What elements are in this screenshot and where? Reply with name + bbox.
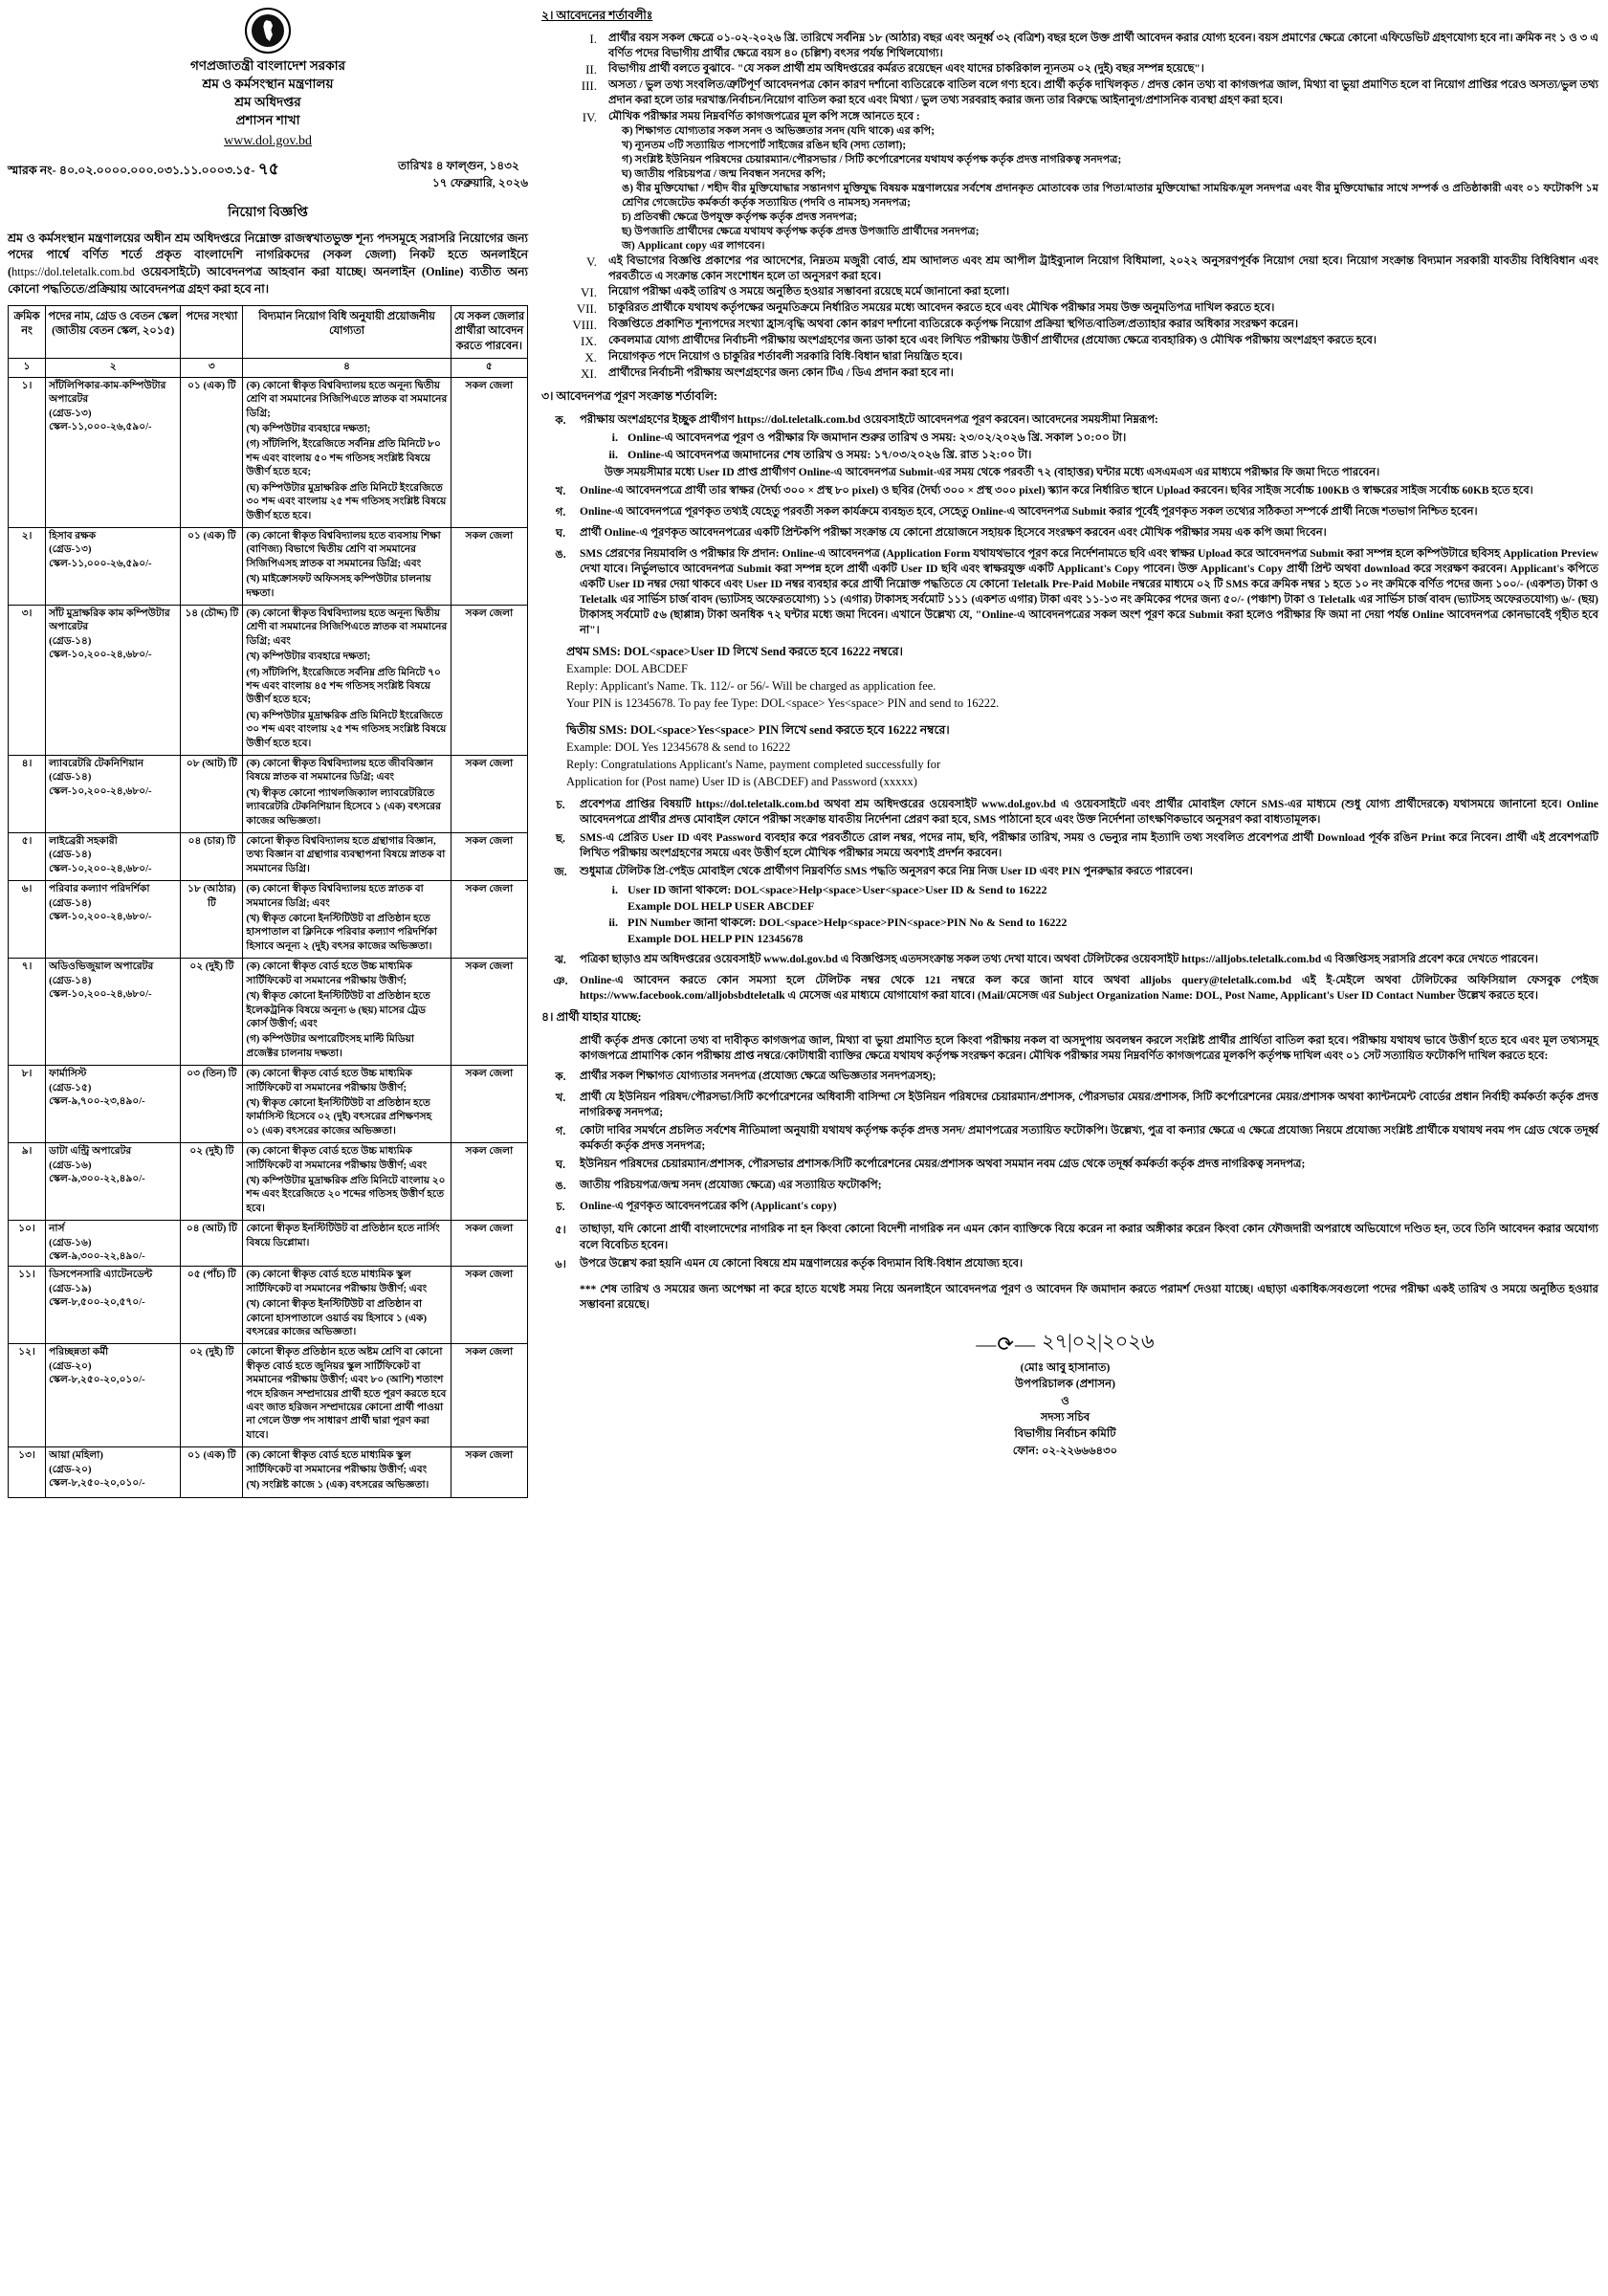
cell-serial: ৭। (9, 959, 46, 1066)
application-fill-heading: ৩। আবেদনপত্র পূরণ সংক্রান্ত শর্তাবলি: (541, 389, 717, 404)
cell-qualification: (ক) কোনো স্বীকৃত বিশ্ববিদ্যালয় হতে জীববিজ্ঞান বিষয়ে স্নাতক বা সমমানের ডিগ্রি; এবং (খ) স্বীকৃত কোনো প্যাথলজিক্যাল ল্যাবরেটরিতে ল্যাবরেটরি টেকনিশিয়ান হিসেবে ১ (এক) বৎসরের কাজের অভিজ্ঞতা। (243, 756, 451, 833)
table-row (9, 833, 528, 881)
intro-part1: শ্রম ও কর্মসংস্থান মন্ত্রণালয়ের অধীন শ্রম অধিদপ্তরে নিম্নোক্ত রাজস্বখাতভুক্ত শূন্য পদসমূহে সরাসরি নিয়োগের জন্য পদের পার্শ্বে বর্ণিত শর্তে প্রকৃত বাংলাদেশি নাগরিকদের (সকল জেলা) নিকট হতে অনলাইনে ( (8, 231, 528, 279)
additional-instruction-item (541, 830, 1598, 861)
eligibility-document-text: কোটা দাবির সমর্থনে প্রচলিত সর্বশেষ নীতিমালা অনুযায়ী যথাযথ কর্তৃপক্ষ কর্তৃক প্রদত্ত সনদ/ প্রমাণপত্রের সত্যায়িত ফটোকপি। উল্লেখ্য, পুত্র বা কন্যার ক্ষেত্রে এ ক্ষেত্রে প্রযোজ্য নিয়মে প্রযোজ্য সংশ্লিষ্ট প্রার্থীকে যথাযথ নবম পদ গ্রেড থেকে তদূর্ধ্ব কর্মকর্তা কর্তৃক প্রদত্ত সনদপত্র; (580, 1125, 1598, 1153)
condition-item (541, 334, 1598, 349)
condition-text: এই বিভাগের বিজ্ঞপ্তি প্রকাশের পর আদেশের, নিম্নতম মজুরী বোর্ড, শ্রম আদালত এবং শ্রম আপীল ট্রাইব্যুনাল নিয়োগ বিধিমালা, ২০২২ অনুসরণপূর্বক নিয়োগ দেয়া হবে। নিয়োগ সংক্রান্ত বিদ্যমান সরকারী যাবতীয় বিধিবিধান এবং পরবর্তীতে এ সংক্রান্ত কোন সংশোধন হলে তা অনুসরণ করা হবে। (608, 255, 1598, 282)
final-note-text: তাছাড়া, যদি কোনো প্রার্থী বাংলাদেশের নাগরিক না হন কিংবা কোনো বিদেশী নাগরিক নন এমন কোন ব্যাক্তিকে বিয়ে করেন না করার অঙ্গীকার করেন কিংবা কোন ফৌজদারী অপরাধে অভিযোগে দণ্ডিত হন, তবে তিনি আবেদন করার অযোগ্য বলে বিবেচিত হবেন। (580, 1224, 1598, 1251)
cell-count: ০১ (এক) টি (181, 1447, 243, 1497)
sms-first-reply-line1: Reply: Applicant's Name. Tk. 112/- or 56/- Will be charged as application fee. (566, 679, 936, 694)
department-website-link[interactable]: www.dol.gov.bd (224, 133, 312, 148)
cell-district: সকল জেলা (451, 881, 527, 959)
condition-item (541, 254, 1598, 284)
cell-serial: ২। (9, 527, 46, 605)
colnum-4: ৪ (243, 359, 451, 377)
cell-serial: ১৩। (9, 1447, 46, 1497)
additional-instruction-subtext: PIN Number জানা থাকলে: DOL<space>Help<space>PIN<space>PIN No & Send to 16222 Example DOL HELP PIN 12345678 (628, 915, 1598, 947)
application-fill-subtext: Online-এ আবেদনপত্র জমাদানের শেষ তারিখ ও সময়: ১৭/০৩/২০২৬ খ্রি. রাত ১২:০০ টা। (628, 447, 1032, 461)
application-fill-label: ঘ. (555, 526, 566, 540)
signatory-and: ও (1061, 1394, 1069, 1407)
application-fill-subtext: Online-এ আবেদনপত্র পূরণ ও পরীক্ষার ফি জমাদান শুরুর তারিখ ও সময়: ২৩/০২/২০২৬ খ্রি. সকাল ১০:০০ টা। (628, 430, 1127, 445)
additional-instruction-subitem (580, 915, 1598, 947)
cell-district: সকল জেলা (451, 756, 527, 833)
condition-text: অসত্য / ভুল তথ্য সংবলিত/ত্রুটিপূর্ণ আবেদনপত্র কোন কারণ দর্শানো ব্যতিরেকে বাতিল বলে গণ্য হবে। প্রার্থী কর্তৃক দাখিলকৃত / প্রদত্ত কোন তথ্য বা কাগজপত্র জাল, মিথ্যা বা ভুয়া প্রমাণিত হলে বা নিয়োগ প্রাপ্তির পরেও অসত্য/ভুল তথ্য প্রদান করা হলে তার দরখাস্ত/নির্বাচন/নিয়োগ বাতিল করা হবে এবং মিথ্যা / ভুল তথ্য সরবরাহ করার জন্য তার বিরুদ্ধে আইনানুগ/প্রশাসনিক ব্যবস্থা গ্রহণ করা হবে। (608, 79, 1598, 106)
condition-item (541, 110, 1598, 254)
application-fill-label: গ. (555, 505, 566, 519)
eligibility-document-label: খ. (555, 1092, 566, 1105)
additional-instruction-subnum: i. (611, 882, 618, 896)
eligibility-intro: প্রার্থী কর্তৃক প্রদত্ত কোনো তথ্য বা দাবীকৃত কাগজপত্র জাল, মিথ্যা বা ভুয়া প্রমাণিত হলে কিংবা পরীক্ষায় নকল বা অসদুপায় অবলম্বন করলে সংশ্লিষ্ট প্রার্থীর প্রার্থিতা বাতিল করা হবে। পরীক্ষায় যথাযথ ভাবে উত্তীর্ণ হতে হবে এবং মূল তথ্যসমূহ কাগজপত্রে প্রামাণিক কোন পরীক্ষায় প্রাপ্ত নম্বরে/কোটাধারী ব্যাক্তির ক্ষেত্রে যথাযথ কর্তৃপক্ষ সংরক্ষণ করেন। মৌখিক পরীক্ষার সময় নিম্নবর্ণিত কাগজপত্রের মূলকপি কর্তৃপক্ষ দাখিল এবং ০১ সেট সত্যায়িত ফটোকপি দাখিল করতে হবে: (580, 1034, 1598, 1062)
condition-item (541, 78, 1598, 108)
additional-instruction-subnum: ii. (608, 915, 618, 929)
condition-text: নিয়োগকৃত পদে নিয়োগ ও চাকুরির শর্তাবলী সরকারি বিধি-বিধান দ্বারা নিয়ন্ত্রিত হবে। (608, 351, 963, 364)
additional-instruction-text: শুধুমাত্র টেলিটক প্রি-পেইড মোবাইল থেকে প্রার্থীগণ নিম্নবর্ণিত SMS পদ্ধতি অনুসরণ করে নিম্ন নিজ User ID এবং PIN পুনরুদ্ধার করতে পারবেন। i. User ID জানা থাকলে: DOL<space>Help<space>User<space>User ID & Send to 16222 Example DOL HELP USER ABCDEF ii. PIN Number জানা থাকলে: DOL<space>Help<space>PIN<space>PIN No & Send to 16222 Example DOL HELP PIN 12345678 (580, 864, 1598, 948)
table-row (9, 881, 528, 959)
condition-subitem: ক) শিক্ষাগত যোগ্যতার সকল সনদ ও অভিজ্ঞতার সনদ (যদি থাকে) এর কপি; (622, 125, 935, 138)
additional-instruction-item (541, 797, 1598, 828)
application-fill-note: উক্ত সময়সীমার মধ্যে User ID প্রাপ্ত প্রার্থীগণ Online-এ আবেদনপত্র Submit-এর সময় থেকে পরবর্তী ৭২ (বাহাত্তর) ঘন্টার মধ্যে এসএমএস এর মাধ্যমে পরীক্ষার ফি জমা দিতে পারবেন। (605, 466, 1380, 478)
final-note-label: ৫। (555, 1224, 566, 1237)
eligibility-document-text: ইউনিয়ন পরিষদের চেয়ারম্যান/প্রশাসক, পৌরসভার প্রশাসক/সিটি কর্পোরেশনের মেয়র/প্রশাসক অথবা সমমান নবম গ্রেড থেকে তদূর্ধ্ব কর্মকর্তা কর্তৃক প্রদত্ত নাগরিকত্ব সনদপত্র; (580, 1159, 1306, 1171)
cell-serial: ৮। (9, 1066, 46, 1143)
cell-post: ফার্মাসিস্ট (গ্রেড-১৫) স্কেল-৯,৭০০-২৩,৪৯০/- (46, 1066, 181, 1143)
cell-post: অডিওভিজুয়াল অপারেটর (গ্রেড-১৪) স্কেল-১০,২০০-২৪,৬৮০/- (46, 959, 181, 1066)
cell-post: হিসাব রক্ষক (গ্রেড-১৩) স্কেল-১১,০০০-২৬,৫৯০/- (46, 527, 181, 605)
eligibility-document-item (541, 1178, 1598, 1196)
cell-district: সকল জেলা (451, 1267, 527, 1344)
cell-district: সকল জেলা (451, 1066, 527, 1143)
right-column (536, 0, 1608, 2296)
colnum-1: ১ (9, 359, 46, 377)
eligibility-document-item (541, 1090, 1598, 1120)
colnum-5: ৫ (451, 359, 527, 377)
condition-number: I. (589, 32, 597, 46)
th-post-count: পদের সংখ্যা (181, 305, 243, 359)
table-column-number-row (9, 359, 528, 377)
application-fill-text: SMS প্রেরণের নিয়মাবলি ও পরীক্ষার ফি প্রদান: Online-এ আবেদনপত্র (Application Form যথাযথভাবে পূরণ করে নির্দেশনামতে ছবি এবং স্বাক্ষর Upload করে আবেদনপত্র Submit করা সম্পন্ন হলে কম্পিউটারে ছবিসহ Application Preview দেখা যাবে। নির্ভুলভাবে আবেদনপত্র Submit করা সম্পন্ন হলে প্রার্থী একটি User ID ছবি এবং স্বাক্ষরযুক্ত একটি Applicant's Copy পাবেন। উক্ত Applicant's Copy প্রার্থী প্রিন্ট অথবা download করে সংরক্ষণ করবেন। Applicant's কপিতে একটি User ID নম্বর দেয়া থাকবে এবং User ID নম্বর ব্যবহার করে প্রার্থী নিম্নোক্ত পদ্ধতিতে যে কোনো Teletalk Pre-Paid Mobile নম্বরের মাধ্যমে ০২ টি SMS করে ক্রমিক নম্বর ১ হতে ১০ নং ক্রমিকে বর্ণিত পদের জন্য ১০০/- (একশত) টাকা ও Teletalk এর সার্ভিস চার্জ বাবদ (ভ্যাটসহ অফেরতযোগ্য) ১১ (এগার) টাকাসহ সর্বমোট ১১১ (একশত এগার) টাকা এবং ১১-১৩ নং ক্রমিকের পদের জন্য ৫০/- (পঞ্চাশ) টাকা ও Teletalk এর সার্ভিস চার্জ বাবদ (ভ্যাটসহ অফেরতযোগ্য) ৬/- (ছয়) টাকাসহ সর্বমোট ৫৬ (ছাপ্পান্ন) টাকা অনধিক ৭২ ঘন্টার মধ্যে জমা দিবেন। এখানে উল্লেখ্য যে, "Online-এ আবেদনপত্রের সকল অংশ পূরণ করে Submit করা হলেও পরীক্ষার ফি জমা না দেয়া পর্যন্ত Online আবেদনপত্র কোনভাবেই গৃহীত হবে না"। (580, 547, 1598, 637)
condition-subitem: জ) Applicant copy এর লাগবেন। (622, 240, 765, 253)
condition-text: প্রার্থীদের নির্বাচনী পরীক্ষায় অংশগ্রহণের জন্য কোন টিএ / ডিএ প্রদান করা হবে না। (608, 367, 954, 380)
cell-serial: ১১। (9, 1267, 46, 1344)
additional-instruction-label: ছ. (556, 832, 565, 846)
sms-first-reply-line2: Your PIN is 12345678. To pay fee Type: DOL<space> Yes<space> PIN and send to 16222. (566, 696, 1000, 711)
conditions-heading: ২। আবেদনের শর্তাবলীঃ (541, 9, 653, 22)
sms-second-label: দ্বিতীয় SMS: DOL<space>Yes<space> PIN লিখে send করতে হবে 16222 নম্বরে। (566, 723, 950, 738)
cell-qualification: (ক) কোনো স্বীকৃত বিশ্ববিদ্যালয় হতে ব্যবসায় শিক্ষা (বাণিজ্য) বিভাগে দ্বিতীয় শ্রেণি বা সমমানের সিজিপিএসহ স্নাতক বা সমমানের ডিগ্রি; এবং (খ) মাইক্রোসফট অফিসসহ কম্পিউটার চালনায় দক্ষতা। (243, 527, 451, 605)
colnum-2: ২ (46, 359, 181, 377)
application-fill-text: Online-এ আবেদনপত্রে পূরণকৃত তথ্যই যেহেতু পরবর্তী সকল কার্যক্রমে ব্যবহৃত হবে, সেহেতু Online-এ আবেদনপত্র Submit করার পূর্বেই পূরণকৃত সকল তথ্যের সঠিকতা সম্পর্কে প্রার্থী নিজে শতভাগ নিশ্চিত হবেন। (580, 505, 1478, 518)
final-note-label: ৬। (555, 1257, 566, 1270)
application-fill-label: ক. (555, 414, 566, 428)
cell-serial: ৩। (9, 605, 46, 755)
application-fill-subitem (580, 447, 1598, 463)
signatory-designation: উপপরিচালক (প্রশাসন) (1015, 1378, 1115, 1391)
date-block (398, 157, 528, 191)
sms-instructions-block (566, 644, 1598, 791)
sms-first-example: Example: DOL ABCDEF (566, 662, 688, 676)
page-title: নিয়োগ বিজ্ঞপ্তি (228, 205, 308, 220)
cell-qualification: কোনো স্বীকৃত বিশ্ববিদ্যালয় হতে গ্রন্থাগার বিজ্ঞান, তথ্য বিজ্ঞান বা গ্রন্থাগার ব্যবস্থাপনা বিষয়ে স্নাতক বা সমমানের ডিগ্রি। (243, 833, 451, 881)
cell-post: ডিসপেনসারি এ্যাটেনডেন্ট (গ্রেড-১৯) স্কেল-৮,৫০০-২০,৫৭০/- (46, 1267, 181, 1344)
th-qualification: বিদ্যমান নিয়োগ বিধি অনুযায়ী প্রয়োজনীয় যোগ্যতা (243, 305, 451, 359)
condition-number: IX. (581, 334, 597, 349)
table-row (9, 1447, 528, 1497)
eligibility-document-label: ঘ. (555, 1159, 566, 1172)
th-district: যে সকল জেলার প্রার্থীরা আবেদন করতে পারবেন। (451, 305, 527, 359)
memo-number-label: স্মারক নং- ৪০.০২.০০০০.০০০.০৩১.১১.০০০৩.১৫- (8, 163, 255, 177)
additional-instruction-subexample: Example DOL HELP USER ABCDEF (628, 898, 815, 913)
application-fill-subnum: ii. (608, 447, 618, 461)
cell-count: ০২ (দুই) টি (181, 1143, 243, 1221)
cell-district: সকল জেলা (451, 959, 527, 1066)
table-row (9, 756, 528, 833)
cell-count: ০৫ (পাঁচ) টি (181, 1267, 243, 1344)
cell-qualification: (ক) কোনো স্বীকৃত বোর্ড হতে মাধ্যমিক স্কুল সার্টিফিকেট বা সমমানের পরীক্ষায় উত্তীর্ণ; এবং (খ) কোনো স্বীকৃত ইনস্টিটিউট বা প্রতিষ্ঠান বা কোনো হাসপাতালে ওয়ার্ড বয় হিসাবে ১ (এক) বৎসরের কাজের অভিজ্ঞতা। (243, 1267, 451, 1344)
ministry-name: শ্রম ও কর্মসংস্থান মন্ত্রণালয় (202, 77, 334, 92)
additional-instruction-item (541, 952, 1598, 970)
additional-instruction-subitems (580, 882, 1598, 947)
table-row (9, 1143, 528, 1221)
additional-instruction-subitem (580, 882, 1598, 915)
additional-instruction-item (541, 973, 1598, 1004)
th-serial: ক্রমিক নং (9, 305, 46, 359)
condition-subitem: খ) ন্যূনতম ৩টি সত্যায়িত পাসপোর্ট সাইজের রঙিন ছবি (সদ্য তোলা); (622, 140, 907, 152)
sms-second-example: Example: DOL Yes 12345678 & send to 16222 (566, 740, 791, 755)
memo-number-handwritten: ৭৫ (257, 159, 279, 178)
condition-item (541, 366, 1598, 382)
application-fill-item (541, 546, 1598, 639)
eligibility-document-text: প্রার্থীর সকল শিক্ষাগত যোগ্যতার সনদপত্র (প্রযোজ্য ক্ষেত্রে অভিজ্ঞতার সনদপত্রসহ); (580, 1071, 936, 1083)
final-note-text: উপরে উল্লেখ করা হয়নি এমন যে কোনো বিষয়ে শ্রম মন্ত্রণালয়ের কর্তৃক বিদ্যমান বিধি-বিধান প্রযোজ্য হবে। (580, 1257, 1024, 1269)
condition-subitem: ছ) উপজাতি প্রার্থীদের ক্ষেত্রে যথাযথ কর্তৃপক্ষ কর্তৃক প্রদত্ত উপজাতি প্রার্থীদের সনদপত্র; (622, 226, 980, 238)
condition-item (541, 350, 1598, 365)
memo-date-row (8, 157, 528, 191)
cell-count: ০২ (দুই) টি (181, 959, 243, 1066)
cell-qualification: (ক) কোনো স্বীকৃত বিশ্ববিদ্যালয় হতে স্নাতক বা সমমানের ডিগ্রি; এবং (খ) স্বীকৃত কোনো ইনস্টিটিউট বা প্রতিষ্ঠান হতে হাসপাতাল বা ক্লিনিকে পরিবার কল্যাণ পরিদর্শিকা হিসাবে অনূন্য ২ (দুই) বৎসর কাজের অভিজ্ঞতা। (243, 881, 451, 959)
additional-instruction-subtext: User ID জানা থাকলে: DOL<space>Help<space>User<space>User ID & Send to 16222 Example DOL HELP USER ABCDEF (628, 882, 1598, 915)
additional-instructions-list (541, 797, 1598, 1004)
application-fill-label: খ. (555, 484, 566, 497)
conditions-list (541, 32, 1598, 382)
application-fill-item (541, 525, 1598, 543)
cell-district: সকল জেলা (451, 377, 527, 527)
application-fill-subitem (580, 430, 1598, 446)
cell-district: সকল জেলা (451, 527, 527, 605)
additional-instruction-label: ঝ. (555, 953, 566, 966)
cell-district: সকল জেলা (451, 1221, 527, 1267)
table-row (9, 377, 528, 527)
condition-subitem: ঘ) জাতীয় পরিচয়পত্র / জন্ম নিবন্ধন সনদের কপি; (622, 168, 826, 181)
cell-post: সাঁট মুদ্রাক্ষরিক কাম কম্পিউটার অপারেটর (গ্রেড-১৪) স্কেল-১০,২০০-২৪,৬৮০/- (46, 605, 181, 755)
condition-subitem: ঙ) বীর মুক্তিযোদ্ধা / শহীদ বীর মুক্তিযোদ্ধার সন্তানগণ মুক্তিযুদ্ধ বিষয়ক মন্ত্রণালয়ের সর্বশেষ প্রদানকৃত মোতাবেক তার পিতা/মাতার মুক্তিযোদ্ধা সাময়িক/মূল সনদপত্র এবং বীর মুক্তিযোদ্ধার সাথে সম্পর্ক ও প্রতিষ্ঠাকারী এবং ০১ ফটোকপি ১ম শ্রেণির গেজেটেড কর্মকর্তা কর্তৃক সত্যায়িত (পদবি ও নামসহ) সনদপত্র; (622, 183, 1598, 210)
cell-count: ০৪ (চার) টি (181, 833, 243, 881)
signature-date: ২৭|০২|২০২৬ (1041, 1329, 1155, 1353)
cell-qualification: (ক) কোনো স্বীকৃত বোর্ড হতে উচ্চ মাধ্যমিক সার্টিফিকেট বা সমমানের পরীক্ষায় উত্তীর্ণ; এবং (খ) কম্পিউটার মুদ্রাক্ষরিক প্রতি মিনিটে বাংলায় ২০ শব্দ এবং ইংরেজিতে ২০ শব্দের গতিসহ উত্তীর্ণ হতে হবে। (243, 1143, 451, 1221)
left-column (0, 0, 536, 2296)
cell-post: পরিবার কল্যাণ পরিদর্শিকা (গ্রেড-১৪) স্কেল-১০,২০০-২৪,৬৮০/- (46, 881, 181, 959)
cell-serial: ৪। (9, 756, 46, 833)
cell-post: ল্যাবরেটরি টেকনিশিয়ান (গ্রেড-১৪) স্কেল-১০,২০০-২৪,৬৮০/- (46, 756, 181, 833)
colnum-3: ৩ (181, 359, 243, 377)
condition-text: প্রার্থীর বয়স সকল ক্ষেত্রে ০১-০২-২০২৬ খ্রি. তারিখে সর্বনিম্ন ১৮ (আঠার) বছর এবং অনূর্ধ্ব ৩২ (বত্রিশ) বছর হলে উক্ত প্রার্থী আবেদন করার যোগ্য হবেন। বয়স প্রমাণের ক্ষেত্রে কোনো এফিডেভিট গ্রহণযোগ্য হবে না। ক্রমিক নং ১ ও ৩ এ বর্ণিত পদের বিভাগীয় প্রার্থীর ক্ষেত্রে বয়স ৪০ (চল্লিশ) বৎসর পর্যন্ত শিথিলযোগ্য। (608, 33, 1598, 59)
cell-count: ০১ (এক) টি (181, 527, 243, 605)
cell-serial: ১। (9, 377, 46, 527)
cell-district: সকল জেলা (451, 833, 527, 881)
table-row (9, 1344, 528, 1447)
table-row (9, 959, 528, 1066)
intro-part2: ওয়েবসাইটে) আবেদনপত্র আহবান করা যাচ্ছে। অনলাইন (Online) ব্যতীত অন্য কোনো পদ্ধতিতে/প্রক্রিয়ায় আবেদনপত্র গ্রহণ করা হবে না। (8, 265, 528, 297)
condition-number: XI. (581, 366, 597, 382)
cell-qualification: (ক) কোনো স্বীকৃত বিশ্ববিদ্যালয় হতে অনূন্য দ্বিতীয় শ্রেণী বা সমমানের সিজিপিএতে স্নাতক বা সমমানের ডিগ্রি; এবং (খ) কম্পিউটার ব্যবহারে দক্ষতা; (গ) সাঁটলিপি, ইংরেজিতে সর্বনিম্ন প্রতি মিনিটে ৭০ শব্দ এবং বাংলায় ৪৫ শব্দ গতিসহ সংশ্লিষ্ট বিষয়ে উত্তীর্ণ হতে হবে; (ঘ) কম্পিউটার মুদ্রাক্ষরিক প্রতি মিনিটে ইংরেজিতে ৩০ শব্দ এবং বাংলায় ২৫ শব্দ গতিসহ সংশ্লিষ্ট বিষয়ে উত্তীর্ণ হতে হবে। (243, 605, 451, 755)
additional-instruction-item (541, 864, 1598, 948)
eligibility-document-label: চ. (556, 1201, 565, 1214)
date-bangla: ৪ ফাল্গুন, ১৪৩২ (435, 158, 519, 172)
condition-number: IV. (582, 109, 597, 124)
eligibility-document-item (541, 1123, 1598, 1154)
cell-qualification: কোনো স্বীকৃত প্রতিষ্ঠান হতে অষ্টম শ্রেণি বা কোনো স্বীকৃত বোর্ড হতে জুনিয়র স্কুল সার্টিফিকেট বা সমমানের পরীক্ষায় উত্তীর্ণ; এবং ৮০ (আশি) শতাংশ পদে হরিজন সম্প্রদায়ের প্রার্থী হতে পূরণ করতে হবে এবং জাত হরিজন সম্প্রদায়ের কোনো প্রার্থী পাওয়া না গেলে উক্ত পদ সাধারণ প্রার্থী দ্বারা পূরণ করা যাবে। (243, 1344, 451, 1447)
signatory-role: সদস্য সচিব (1040, 1410, 1090, 1424)
cell-post: আয়া (মহিলা) (গ্রেড-২০) স্কেল-৮,২৫০-২০,০১০/- (46, 1447, 181, 1497)
final-notes-list (541, 1222, 1598, 1273)
cell-qualification: (ক) কোনো স্বীকৃত বোর্ড হতে মাধ্যমিক স্কুল সার্টিফিকেট বা সমমানের পরীক্ষায় উত্তীর্ণ; এবং (খ) সংশ্লিষ্ট কাজে ১ (এক) বৎসরের অভিজ্ঞতা। (243, 1447, 451, 1497)
condition-number: V. (586, 254, 597, 270)
cell-post: সাঁটলিপিকার-কাম-কম্পিউটার অপারেটর (গ্রেড-১৩) স্কেল-১১,০০০-২৬,৫৯০/- (46, 377, 181, 527)
handwritten-signature-icon: —⟳— (976, 1332, 1036, 1356)
table-row (9, 527, 528, 605)
date-label: তারিখঃ (398, 158, 433, 172)
signatory-name: (মোঃ আবু হাসানাত) (1020, 1360, 1111, 1374)
cell-post: ডাটা এন্ট্রি অপারেটর (গ্রেড-১৬) স্কেল-৯,৩০০-২২,৪৯০/- (46, 1143, 181, 1221)
signatory-committee: বিভাগীয় নির্বাচন কমিটি (1014, 1427, 1116, 1441)
cell-serial: ১২। (9, 1344, 46, 1447)
additional-instruction-text: প্রবেশপত্র প্রাপ্তির বিষয়টি https://dol.teletalk.com.bd অথবা শ্রম অধিদপ্তরের ওয়েবসাইট www.dol.gov.bd এ ওয়েবসাইটে এবং প্রার্থীর মোবাইল ফোনে SMS-এর মাধ্যমে (শুধু যোগ্য প্রার্থীদেরকে) যথাসময়ে জানানো হবে। Online আবেদনপত্রে প্রার্থীর প্রদত্ত মোবাইল ফোনে পরীক্ষা সংক্রান্ত যাবতীয় নির্দেশনা প্রেরণ করা হবে, SMS পাঠানো হবে এবং উক্ত নির্দেশনা তাৎক্ষণিকভাবে অনুসরণ করা বাধ্যতামূলক। (580, 799, 1598, 827)
eligibility-documents-list (541, 1069, 1598, 1217)
cell-district: সকল জেলা (451, 1143, 527, 1221)
sms-second-reply-line2: Application for (Post name) User ID is (ABCDEF) and Password (xxxxx) (566, 775, 917, 789)
additional-instruction-label: চ. (556, 799, 565, 812)
cell-post: নার্স (গ্রেড-১৬) স্কেল-৯,৩০০-২২,৪৯০/- (46, 1221, 181, 1267)
additional-instruction-text: SMS-এ প্রেরিত User ID এবং Password ব্যবহার করে পরবর্তীতে রোল নম্বর, পদের নাম, ছবি, পরীক্ষার তারিখ, সময় ও ভেন্যুর নাম ইত্যাদি তথ্য সংবলিত প্রবেশপত্র প্রার্থী Download পূর্বক রঙিন Print করে নিবেন। প্রার্থী এই প্রবেশপত্রটি লিখিত পরীক্ষায় অংশগ্রহণের সময়ে এবং উত্তীর্ণ হলে মৌখিক পরীক্ষার সময়ে অবশ্যই প্রদর্শন করবেন। (580, 832, 1598, 860)
cell-qualification: কোনো স্বীকৃত ইনস্টিটিউট বা প্রতিষ্ঠান হতে নার্সিং বিষয়ে ডিপ্লোমা। (243, 1221, 451, 1267)
condition-item (541, 301, 1598, 317)
table-row (9, 1066, 528, 1143)
table-row (9, 1267, 528, 1344)
table-header-row (9, 305, 528, 359)
eligibility-document-item (541, 1069, 1598, 1087)
application-fill-subitems (580, 430, 1598, 462)
condition-number: X. (584, 350, 597, 365)
eligibility-document-label: ঙ. (555, 1180, 566, 1193)
branch-name: প্রশাসন শাখা (235, 113, 300, 128)
condition-text: চাকুরিরত প্রার্থীকে যথাযথ কর্তৃপক্ষের অনুমতিক্রমে নির্ধারিত সময়ের মধ্যে আবেদন করতে হবে এবং মৌখিক পরীক্ষার সময় উক্ত অনুমতিপত্র দাখিল করতে হবে। (608, 302, 1275, 315)
condition-text: নিয়োগ পরীক্ষা একই তারিখ ও সময়ে অনুষ্ঠিত হওয়ার সম্ভাবনা রয়েছে মর্মে জানানো করা হলো। (608, 286, 1010, 298)
application-fill-label: ঙ. (555, 547, 566, 561)
condition-subitem: গ) সংশ্লিষ্ট ইউনিয়ন পরিষদের চেয়ারম্যান/পৌরসভার / সিটি কর্পোরেশনের যথাযথ কর্তৃপক্ষ কর্তৃক প্রদত্ত নাগরিকত্ব সনদপত্র; (622, 154, 1122, 166)
cell-post: লাইব্রেরী সহকারী (গ্রেড-১৪) স্কেল-১০,২০০-২৪,৬৮০/- (46, 833, 181, 881)
government-emblem-icon (245, 8, 291, 54)
application-fill-subnum: i. (611, 430, 618, 445)
application-fill-text: Online-এ আবেদনপত্রে প্রার্থী তার স্বাক্ষর (দৈর্ঘ্য ৩০০ × প্রস্থ ৮০ pixel) ও ছবির (দৈর্ঘ্য ৩০০ × প্রস্থ ৩০০ pixel) স্ক্যান করে নির্ধারিত স্থানে Upload করবেন। ছবির সাইজ সর্বোচ্চ 100KB ও স্বাক্ষরের সাইজ সর্বোচ্চ 60KB হতে হবে। (580, 484, 1533, 497)
vacancy-table (8, 305, 528, 1498)
eligibility-heading: ৪। প্রার্থী যাহার যাচ্ছে: (541, 1009, 642, 1024)
additional-instruction-text: পত্রিকা ছাড়াও শ্রম অধিদপ্তরের ওয়েবসাইট www.dol.gov.bd এ বিজ্ঞপ্তিসহ এতদসংক্রান্ত সকল তথ্য দেখা যাবে। অথবা টেলিটকের ওয়েবসাইট https://alljobs.teletalk.com.bd এ বিজ্ঞপ্তিসহ সরাসরি প্রবেশ করে দেখতে পারবেন। (580, 953, 1538, 965)
gov-name: গণপ্রজাতন্ত্রী বাংলাদেশ সরকার (189, 58, 346, 73)
cell-serial: ৯। (9, 1143, 46, 1221)
cell-district: সকল জেলা (451, 605, 527, 755)
additional-instruction-text: Online-এ আবেদন করতে কোন সমস্যা হলে টেলিটক নম্বর থেকে 121 নম্বরে কল করে জানা যাবে অথবা alljobs query@teletalk.com.bd এই ই-মেইলে অথবা টেলিটকের অফিসিয়াল ফেসবুক পেইজ https://www.facebook.com/alljobsbdteletalk এ মেসেজ এর মাধ্যমে যোগাযোগ করা যাবে। (Mail/মেসেজ এর Subject Organization Name: DOL, Post Name, Applicant's User ID Contact Number উল্লেখ করতে হবে। (580, 974, 1598, 1002)
cell-count: ০১ (এক) টি (181, 377, 243, 527)
table-row (9, 605, 528, 755)
application-fill-item (541, 412, 1598, 479)
condition-subitem: চ) প্রতিবন্ধী ক্ষেত্রে উপযুক্ত কর্তৃপক্ষ কর্তৃক প্রদত্ত সনদপত্র; (622, 211, 858, 224)
cell-qualification: (ক) কোনো স্বীকৃত বোর্ড হতে উচ্চ মাধ্যমিক সার্টিফিকেট বা সমমানের পরীক্ষায় উত্তীর্ণ; (খ) স্বীকৃত কোনো ইনস্টিটিউট বা প্রতিষ্ঠান হতে ইলেকট্রনিক বিষয়ে অনূন্য ৬ (ছয়) মাসের ট্রেড কোর্স উত্তীর্ণ; এবং (গ) কম্পিউটার অপারেটিংসহ মাল্টি মিডিয়া প্রজেক্টর চালনায় দক্ষতা। (243, 959, 451, 1066)
intro-paragraph (8, 231, 528, 298)
eligibility-document-text: Online-এ পূরণকৃত আবেদনপত্রের কপি (Applicant's copy) (580, 1201, 837, 1213)
cell-count: ১৪ (চৌদ্দ) টি (181, 605, 243, 755)
cell-serial: ১০। (9, 1221, 46, 1267)
condition-number: VII. (576, 301, 597, 317)
condition-item (541, 318, 1598, 333)
condition-subitems (608, 124, 1598, 254)
th-post-name: পদের নাম, গ্রেড ও বেতন স্কেল (জাতীয় বেতন স্কেল, ২০১৫) (46, 305, 181, 359)
condition-text: কেবলমাত্র যোগ্য প্রার্থীদের নির্বাচনী পরীক্ষায় অংশগ্রহণের জন্য ডাকা হবে এবং লিখিত পরীক্ষায় উত্তীর্ণ প্রার্থীদের (প্রযোজ্য ক্ষেত্রে ব্যবহারিক) ও মৌখিক পরীক্ষায় অংশগ্রহণ করতে হবে। (608, 335, 1377, 347)
application-fill-item (541, 483, 1598, 501)
cell-qualification: (ক) কোনো স্বীকৃত বোর্ড হতে উচ্চ মাধ্যমিক সার্টিফিকেট বা সমমানের পরীক্ষায় উত্তীর্ণ; (খ) স্বীকৃত কোনো ইনস্টিটিউট বা প্রতিষ্ঠান হতে ফার্মাসিস্ট হিসেবে ০২ (দুই) বৎসরের প্রশিক্ষণসহ ০১ (এক) বৎসরের কাজের অভিজ্ঞতা। (243, 1066, 451, 1143)
cell-post: পরিচ্ছন্নতা কর্মী (গ্রেড-২০) স্কেল-৮,২৫০-২০,০১০/- (46, 1344, 181, 1447)
eligibility-document-item (541, 1157, 1598, 1175)
cell-count: ০২ (দুই) টি (181, 1344, 243, 1447)
cell-district: সকল জেলা (451, 1447, 527, 1497)
application-portal-link[interactable]: https://dol.teletalk.com.bd (11, 265, 135, 279)
cell-serial: ৫। (9, 833, 46, 881)
star-note: *** শেষ তারিখ ও সময়ের জন্য অপেক্ষা না করে হাতে যথেষ্ট সময় নিয়ে অনলাইনে আবেদনপত্র পূরণ ও আবেদন ফি জমাদান করতে পরামর্শ দেওয়া যাচ্ছে। এছাড়া একাধিক/সবগুলো পদের পরীক্ষা একই তারিখ ও সময়ে অনুষ্ঠিত হওয়ার সম্ভাবনা রয়েছে। (580, 1283, 1598, 1311)
condition-item (541, 285, 1598, 300)
eligibility-document-text: জাতীয় পরিচয়পত্র/জন্ম সনদ (প্রযোজ্য ক্ষেত্রে) এর সত্যায়িত ফটোকপি; (580, 1180, 882, 1192)
cell-district: সকল জেলা (451, 1344, 527, 1447)
table-row (9, 1221, 528, 1267)
condition-number: VI. (581, 285, 597, 300)
condition-number: III. (581, 78, 597, 94)
sms-first-label: প্রথম SMS: DOL<space>User ID লিখে Send করতে হবে 16222 নম্বরে। (566, 645, 903, 659)
condition-item (541, 32, 1598, 61)
final-note-item (541, 1256, 1598, 1274)
additional-instruction-label: ঞ. (553, 974, 568, 987)
signatory-phone: ফোন: ০২-২২৬৬৬৪৩০ (1012, 1444, 1118, 1457)
condition-number: VIII. (572, 318, 597, 333)
cell-count: ১৮ (আঠার) টি (181, 881, 243, 959)
application-fill-list (541, 412, 1598, 638)
cell-qualification: (ক) কোনো স্বীকৃত বিশ্ববিদ্যালয় হতে অনূন্য দ্বিতীয় শ্রেণি বা সমমানের সিজিপিএতে স্নাতক বা সমমানের ডিগ্রি; (খ) কম্পিউটার ব্যবহারে দক্ষতা; (গ) সাঁটলিপি, ইংরেজিতে সর্বনিম্ন প্রতি মিনিটে ৮০ শব্দ এবং বাংলায় ৫০ শব্দ গতিসহ সংশ্লিষ্ট বিষয়ে উত্তীর্ণ হতে হবে; (ঘ) কম্পিউটার মুদ্রাক্ষরিক প্রতি মিনিটে ইংরেজিতে ৩০ শব্দ এবং বাংলায় ২৫ শব্দ গতিসহ সংশ্লিষ্ট বিষয়ে উত্তীর্ণ হতে হবে। (243, 377, 451, 527)
application-fill-item (541, 504, 1598, 522)
sms-second-reply-line1: Reply: Congratulations Applicant's Name, payment completed successfully for (566, 758, 941, 772)
signature-row (541, 1326, 1589, 1359)
final-note-item (541, 1222, 1598, 1252)
eligibility-document-text: প্রার্থী যে ইউনিয়ন পরিষদ/পৌরসভা/সিটি কর্পোরেশনের অধিবাসী বাসিন্দা সে ইউনিয়ন পরিষদের চেয়ারম্যান/প্রশাসক, পৌরসভার মেয়র/প্রশাসক, সিটি কর্পোরেশনের মেয়র/প্রশাসক অথবা ক্যান্টনমেন্ট বোর্ডের প্রধান নির্বাহী কর্মকর্তা কর্তৃক প্রদত্ত নাগরিকত্ব সনদপত্র; (580, 1092, 1598, 1119)
cell-count: ০৮ (আট) টি (181, 756, 243, 833)
eligibility-document-label: গ. (555, 1125, 566, 1138)
additional-instruction-subexample: Example DOL HELP PIN 12345678 (628, 931, 804, 945)
department-name: শ্রম অধিদপ্তর (234, 95, 301, 110)
condition-text: বিজ্ঞপ্তিতে প্রকাশিত শূন্যপদের সংখ্যা হ্রাস/বৃদ্ধি অথবা কোন কারণ দর্শানো ব্যতিরেকে কর্তৃপক্ষ নিয়োগ প্রক্রিয়া স্থগিত/বাতিল/প্রত্যাহার করার অধিকার সংরক্ষণ করেন। (608, 319, 1299, 331)
condition-number: II. (585, 62, 597, 77)
vacancy-table-body (9, 377, 528, 1497)
condition-text: মৌখিক পরীক্ষার সময় নিম্নবর্ণিত কাগজপত্রের মূল কপি সঙ্গে আনতে হবে : ক) শিক্ষাগত যোগ্যতার সকল সনদ ও অভিজ্ঞতার সনদ (যদি থাকে) এর কপি; খ) ন্যূনতম ৩টি সত্যায়িত পাসপোর্ট সাইজের রঙিন ছবি (সদ্য তোলা); গ) সংশ্লিষ্ট ইউনিয়ন পরিষদের চেয়ারম্যান/পৌরসভার / সিটি কর্পোরেশনের যথাযথ কর্তৃপক্ষ কর্তৃক প্রদত্ত নাগরিকত্ব সনদপত্র; ঘ) জাতীয় পরিচয়পত্র / জন্ম নিবন্ধন সনদের কপি; ঙ) বীর মুক্তিযোদ্ধা / শহীদ বীর মুক্তিযোদ্ধার সন্তানগণ মুক্তিযুদ্ধ বিষয়ক মন্ত্রণালয়ের সর্বশেষ প্রদানকৃত মোতাবেক তার পিতা/মাতার মুক্তিযোদ্ধা সাময়িক/মূল সনদপত্র এবং বীর মুক্তিযোদ্ধার সাথে সম্পর্ক ও প্রতিষ্ঠাকারী এবং ০১ ফটোকপি ১ম শ্রেণির গেজেটেড কর্মকর্তা কর্তৃক সত্যায়িত (পদবি ও নামসহ) সনদপত্র; চ) প্রতিবন্ধী ক্ষেত্রে উপযুক্ত কর্তৃপক্ষ কর্তৃক প্রদত্ত সনদপত্র; ছ) উপজাতি প্রার্থীদের ক্ষেত্রে যথাযথ কর্তৃপক্ষ কর্তৃক প্রদত্ত উপজাতি প্রার্থীদের সনদপত্র; জ) Applicant copy এর লাগবেন। (608, 110, 1598, 253)
date-english: ১৭ ফেব্রুয়ারি, ২০২৬ (432, 175, 528, 189)
signature-block (541, 1326, 1598, 1459)
application-fill-text: পরীক্ষায় অংশগ্রহণের ইচ্ছুক প্রার্থীগণ https://dol.teletalk.com.bd ওয়েবসাইটে আবেদনপত্র পূরণ করবেন। আবেদনের সময়সীমা নিম্নরূপ: i. Online-এ আবেদনপত্র পূরণ ও পরীক্ষার ফি জমাদান শুরুর তারিখ ও সময়: ২৩/০২/২০২৬ খ্রি. সকাল ১০:০০ টা। ii. Online-এ আবেদনপত্র জমাদানের শেষ তারিখ ও সময়: ১৭/০৩/২০২৬ খ্রি. রাত ১২:০০ টা। উক্ত সময়সীমার মধ্যে User ID প্রাপ্ত প্রার্থীগণ Online-এ আবেদনপত্র Submit-এর সময় থেকে পরবর্তী ৭২ (বাহাত্তর) ঘন্টার মধ্যে এসএমএস এর মাধ্যমে পরীক্ষার ফি জমা দিতে পারবেন। (580, 412, 1598, 479)
application-fill-text: প্রার্থী Online-এ পূরণকৃত আবেদনপত্রের একটি প্রিন্টকপি পরীক্ষা সংক্রান্ত যে কোনো প্রয়োজনে সহায়ক হিসেবে সংরক্ষণ করবেন এবং মৌখিক পরীক্ষার সময় এক কপি জমা দিবেন। (580, 526, 1327, 539)
eligibility-document-item (541, 1199, 1598, 1217)
condition-item (541, 62, 1598, 77)
condition-text: বিভাগীয় প্রার্থী বলতে বুঝাবে- "যে সকল প্রার্থী শ্রম অধিদপ্তরের কর্মরত রয়েছেন এবং যাদের চাকরিকাল ন্যূনতম ০২ (দুই) বছর সম্পন্ন হয়েছে"। (608, 63, 1204, 76)
cell-count: ০৪ (আট) টি (181, 1221, 243, 1267)
letterhead (8, 8, 528, 151)
cell-serial: ৬। (9, 881, 46, 959)
additional-instruction-label: জ. (554, 866, 567, 879)
eligibility-document-label: ক. (555, 1071, 566, 1084)
cell-count: ০৩ (তিন) টি (181, 1066, 243, 1143)
memo-number (8, 157, 279, 184)
